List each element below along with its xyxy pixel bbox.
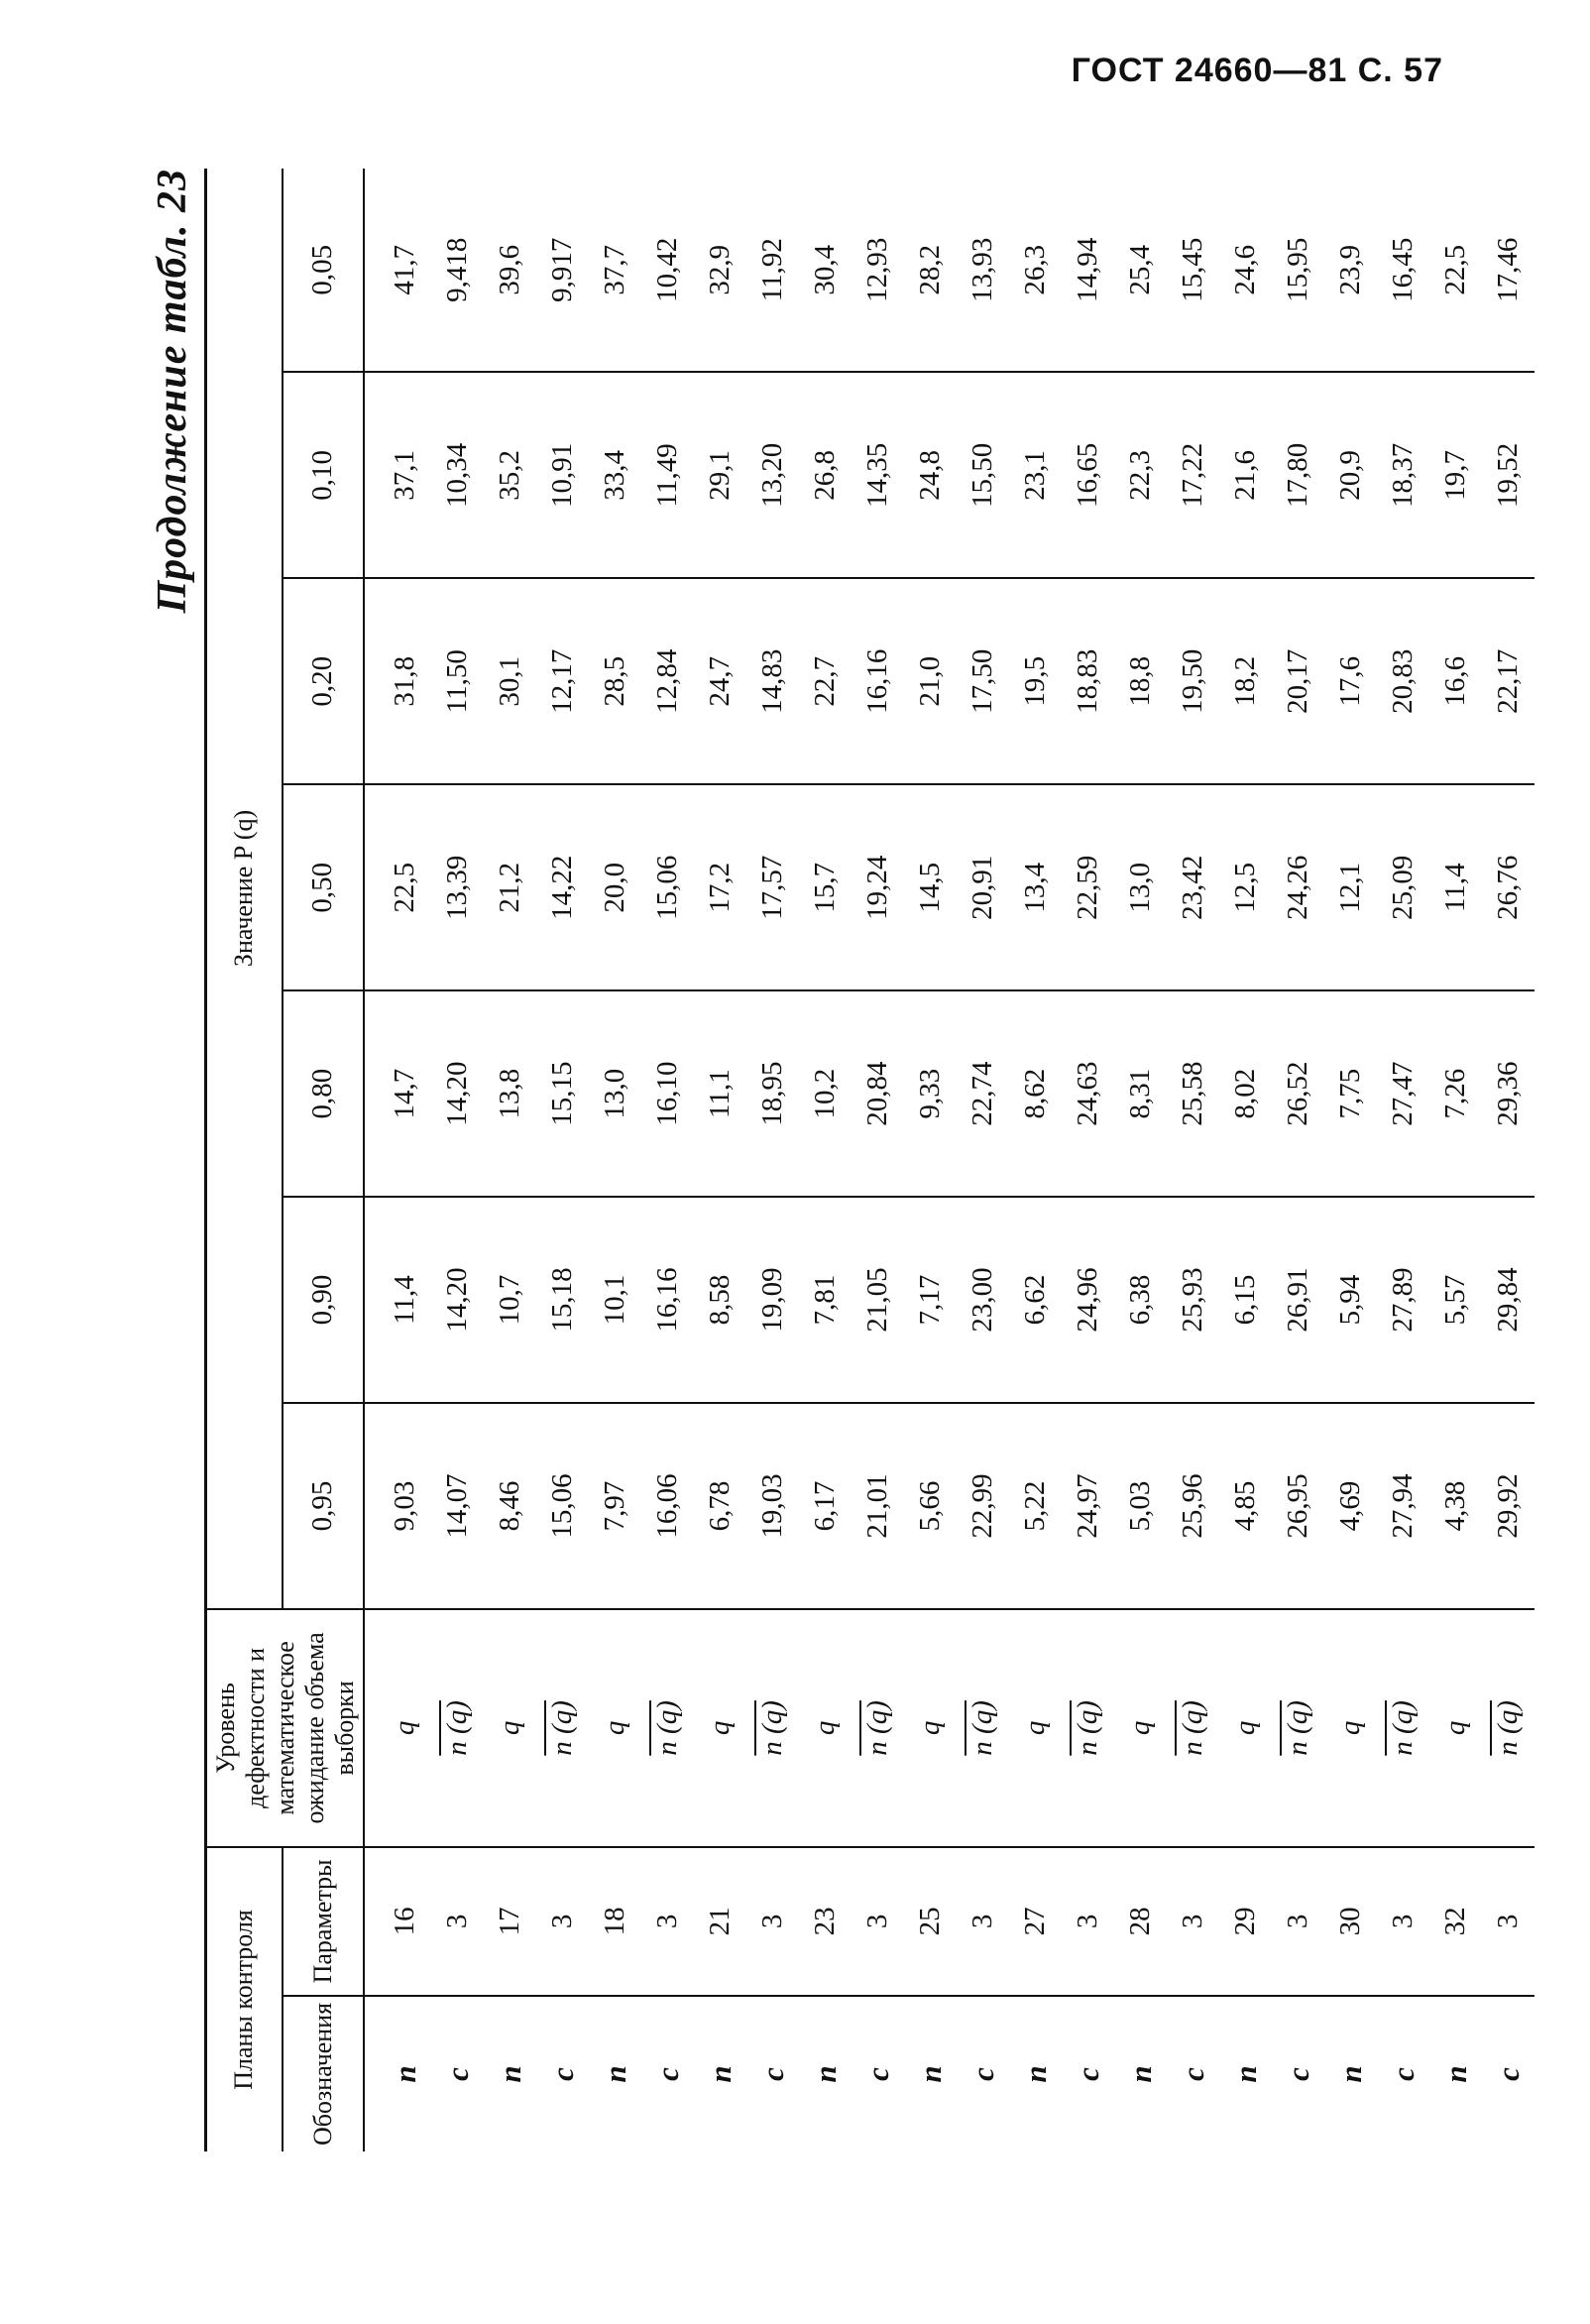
value-cell: 13,4 bbox=[1009, 784, 1062, 990]
value-cell: 33,4 bbox=[589, 372, 641, 578]
value-cell: 23,9 bbox=[1324, 169, 1377, 372]
value-cell: 14,07 bbox=[431, 1403, 484, 1609]
value-cell: 12,93 bbox=[852, 169, 904, 372]
value-cell: 25,09 bbox=[1377, 784, 1429, 990]
designation-cell: c bbox=[1385, 2067, 1420, 2081]
value-cell: 22,99 bbox=[957, 1403, 1009, 1609]
level-cell: q bbox=[1324, 1609, 1377, 1847]
value-cell: 26,95 bbox=[1272, 1403, 1324, 1609]
designation-cell: c bbox=[1280, 2067, 1315, 2081]
value-cell: 13,0 bbox=[1114, 784, 1167, 990]
value-cell: 19,50 bbox=[1167, 578, 1219, 784]
level-cell: n (q) bbox=[1482, 1609, 1534, 1847]
table-row bbox=[1062, 169, 1114, 2151]
parameter-cell: 3 bbox=[1482, 1847, 1534, 1996]
parameter-cell: 3 bbox=[1272, 1847, 1324, 1996]
level-cell: n (q) bbox=[1167, 1609, 1219, 1847]
value-cell: 16,16 bbox=[641, 1197, 694, 1403]
value-cell: 26,3 bbox=[1009, 169, 1062, 372]
value-cell: 24,96 bbox=[1062, 1197, 1114, 1403]
table-row bbox=[641, 169, 694, 2151]
value-cell: 8,02 bbox=[1219, 990, 1272, 1197]
value-cell: 20,83 bbox=[1377, 578, 1429, 784]
value-cell: 22,17 bbox=[1482, 578, 1534, 784]
designation-cell: n bbox=[1227, 2065, 1263, 2083]
value-cell: 14,20 bbox=[431, 990, 484, 1197]
value-cell: 41,7 bbox=[364, 169, 431, 372]
value-cell: 25,93 bbox=[1167, 1197, 1219, 1403]
value-cell: 16,06 bbox=[641, 1403, 694, 1609]
table-row bbox=[694, 169, 746, 2151]
value-cell: 7,81 bbox=[799, 1197, 852, 1403]
value-cell: 17,2 bbox=[694, 784, 746, 990]
value-cell: 11,50 bbox=[431, 578, 484, 784]
header-p-080: 0,80 bbox=[283, 990, 365, 1197]
parameter-cell: 3 bbox=[431, 1847, 484, 1996]
parameter-cell: 3 bbox=[1167, 1847, 1219, 1996]
value-cell: 6,17 bbox=[799, 1403, 852, 1609]
designation-cell: n bbox=[1122, 2065, 1158, 2083]
value-cell: 15,7 bbox=[799, 784, 852, 990]
value-cell: 24,7 bbox=[694, 578, 746, 784]
value-cell: 37,1 bbox=[364, 372, 431, 578]
value-cell: 25,96 bbox=[1167, 1403, 1219, 1609]
value-cell: 15,18 bbox=[536, 1197, 589, 1403]
value-cell: 15,50 bbox=[957, 372, 1009, 578]
value-cell: 26,76 bbox=[1482, 784, 1534, 990]
level-cell: q bbox=[364, 1609, 431, 1847]
value-cell: 9,917 bbox=[536, 169, 589, 372]
value-cell: 23,00 bbox=[957, 1197, 1009, 1403]
designation-cell: n bbox=[807, 2065, 843, 2083]
value-cell: 14,22 bbox=[536, 784, 589, 990]
designation-cell: c bbox=[754, 2067, 790, 2081]
header-value: Значение P (q) bbox=[206, 169, 283, 1609]
value-cell: 17,57 bbox=[746, 784, 799, 990]
value-cell: 8,58 bbox=[694, 1197, 746, 1403]
table-row bbox=[364, 169, 431, 2151]
level-cell: n (q) bbox=[1062, 1609, 1114, 1847]
value-cell: 16,10 bbox=[641, 990, 694, 1197]
header-p-095: 0,95 bbox=[283, 1403, 365, 1609]
value-cell: 15,45 bbox=[1167, 169, 1219, 372]
level-cell: q bbox=[1429, 1609, 1482, 1847]
value-cell: 22,74 bbox=[957, 990, 1009, 1197]
value-cell: 22,59 bbox=[1062, 784, 1114, 990]
value-cell: 19,52 bbox=[1482, 372, 1534, 578]
header-designations: Обозначения bbox=[283, 1996, 365, 2151]
value-cell: 29,92 bbox=[1482, 1403, 1534, 1609]
parameter-cell: 18 bbox=[589, 1847, 641, 1996]
data-table bbox=[204, 169, 1534, 2151]
table-row bbox=[431, 169, 484, 2151]
value-cell: 12,84 bbox=[641, 578, 694, 784]
value-cell: 17,6 bbox=[1324, 578, 1377, 784]
level-cell: q bbox=[1219, 1609, 1272, 1847]
value-cell: 17,46 bbox=[1482, 169, 1534, 372]
level-cell: q bbox=[904, 1609, 957, 1847]
value-cell: 5,03 bbox=[1114, 1403, 1167, 1609]
level-cell: q bbox=[589, 1609, 641, 1847]
value-cell: 23,42 bbox=[1167, 784, 1219, 990]
table-row bbox=[1377, 169, 1429, 2151]
level-cell: n (q) bbox=[1377, 1609, 1429, 1847]
header-p-010: 0,10 bbox=[283, 372, 365, 578]
designation-cell: n bbox=[387, 2065, 422, 2083]
value-cell: 18,83 bbox=[1062, 578, 1114, 784]
parameter-cell: 3 bbox=[1377, 1847, 1429, 1996]
designation-cell: n bbox=[1332, 2065, 1368, 2083]
value-cell: 19,7 bbox=[1429, 372, 1482, 578]
value-cell: 11,1 bbox=[694, 990, 746, 1197]
value-cell: 13,20 bbox=[746, 372, 799, 578]
header-parameters: Параметры bbox=[283, 1847, 365, 1996]
value-cell: 20,84 bbox=[852, 990, 904, 1197]
value-cell: 35,2 bbox=[484, 372, 536, 578]
value-cell: 4,69 bbox=[1324, 1403, 1377, 1609]
designation-cell: c bbox=[1490, 2067, 1526, 2081]
value-cell: 17,22 bbox=[1167, 372, 1219, 578]
value-cell: 26,91 bbox=[1272, 1197, 1324, 1403]
value-cell: 24,8 bbox=[904, 372, 957, 578]
value-cell: 11,4 bbox=[1429, 784, 1482, 990]
value-cell: 15,06 bbox=[641, 784, 694, 990]
rotated-table-block bbox=[149, 169, 1526, 2151]
level-cell: n (q) bbox=[641, 1609, 694, 1847]
header-plans: Планы контроля bbox=[206, 1847, 283, 2151]
table-row bbox=[1114, 169, 1167, 2151]
parameter-cell: 3 bbox=[852, 1847, 904, 1996]
value-cell: 25,58 bbox=[1167, 990, 1219, 1197]
value-cell: 18,95 bbox=[746, 990, 799, 1197]
value-cell: 25,4 bbox=[1114, 169, 1167, 372]
value-cell: 27,47 bbox=[1377, 990, 1429, 1197]
value-cell: 14,94 bbox=[1062, 169, 1114, 372]
value-cell: 20,17 bbox=[1272, 578, 1324, 784]
value-cell: 9,33 bbox=[904, 990, 957, 1197]
parameter-cell: 21 bbox=[694, 1847, 746, 1996]
designation-cell: c bbox=[649, 2067, 685, 2081]
value-cell: 26,52 bbox=[1272, 990, 1324, 1197]
value-cell: 9,418 bbox=[431, 169, 484, 372]
value-cell: 8,62 bbox=[1009, 990, 1062, 1197]
level-cell: q bbox=[694, 1609, 746, 1847]
value-cell: 24,97 bbox=[1062, 1403, 1114, 1609]
value-cell: 5,22 bbox=[1009, 1403, 1062, 1609]
value-cell: 29,36 bbox=[1482, 990, 1534, 1197]
parameter-cell: 25 bbox=[904, 1847, 957, 1996]
value-cell: 18,8 bbox=[1114, 578, 1167, 784]
table-row bbox=[1482, 169, 1534, 2151]
value-cell: 11,49 bbox=[641, 372, 694, 578]
value-cell: 21,01 bbox=[852, 1403, 904, 1609]
value-cell: 18,37 bbox=[1377, 372, 1429, 578]
level-cell: n (q) bbox=[1272, 1609, 1324, 1847]
value-cell: 11,4 bbox=[364, 1197, 431, 1403]
designation-cell: c bbox=[1070, 2067, 1105, 2081]
value-cell: 14,20 bbox=[431, 1197, 484, 1403]
value-cell: 17,80 bbox=[1272, 372, 1324, 578]
value-cell: 27,94 bbox=[1377, 1403, 1429, 1609]
designation-cell: n bbox=[597, 2065, 632, 2083]
value-cell: 9,03 bbox=[364, 1403, 431, 1609]
designation-cell: c bbox=[439, 2067, 475, 2081]
value-cell: 19,09 bbox=[746, 1197, 799, 1403]
value-cell: 30,1 bbox=[484, 578, 536, 784]
table-row bbox=[957, 169, 1009, 2151]
value-cell: 10,2 bbox=[799, 990, 852, 1197]
value-cell: 5,94 bbox=[1324, 1197, 1377, 1403]
value-cell: 20,0 bbox=[589, 784, 641, 990]
header-p-020: 0,20 bbox=[283, 578, 365, 784]
value-cell: 37,7 bbox=[589, 169, 641, 372]
value-cell: 11,92 bbox=[746, 169, 799, 372]
parameter-cell: 3 bbox=[746, 1847, 799, 1996]
designation-cell: n bbox=[702, 2065, 738, 2083]
value-cell: 39,6 bbox=[484, 169, 536, 372]
value-cell: 14,83 bbox=[746, 578, 799, 784]
value-cell: 13,0 bbox=[589, 990, 641, 1197]
value-cell: 24,26 bbox=[1272, 784, 1324, 990]
value-cell: 19,24 bbox=[852, 784, 904, 990]
table-row bbox=[1429, 169, 1482, 2151]
parameter-cell: 28 bbox=[1114, 1847, 1167, 1996]
value-cell: 7,97 bbox=[589, 1403, 641, 1609]
level-cell: n (q) bbox=[957, 1609, 1009, 1847]
table-row bbox=[484, 169, 536, 2151]
value-cell: 21,05 bbox=[852, 1197, 904, 1403]
page-header: ГОСТ 24660—81 С. 57 bbox=[1071, 52, 1443, 89]
value-cell: 10,91 bbox=[536, 372, 589, 578]
value-cell: 27,89 bbox=[1377, 1197, 1429, 1403]
level-cell: n (q) bbox=[431, 1609, 484, 1847]
value-cell: 13,93 bbox=[957, 169, 1009, 372]
level-cell: q bbox=[799, 1609, 852, 1847]
value-cell: 14,35 bbox=[852, 372, 904, 578]
value-cell: 12,17 bbox=[536, 578, 589, 784]
table-row bbox=[1167, 169, 1219, 2151]
table-row bbox=[536, 169, 589, 2151]
value-cell: 7,75 bbox=[1324, 990, 1377, 1197]
value-cell: 16,6 bbox=[1429, 578, 1482, 784]
value-cell: 6,62 bbox=[1009, 1197, 1062, 1403]
level-cell: n (q) bbox=[746, 1609, 799, 1847]
value-cell: 18,2 bbox=[1219, 578, 1272, 784]
table-row bbox=[1009, 169, 1062, 2151]
table-row bbox=[799, 169, 852, 2151]
header-p-090: 0,90 bbox=[283, 1197, 365, 1403]
designation-cell: n bbox=[492, 2065, 527, 2083]
value-cell: 29,84 bbox=[1482, 1197, 1534, 1403]
value-cell: 28,2 bbox=[904, 169, 957, 372]
value-cell: 31,8 bbox=[364, 578, 431, 784]
value-cell: 6,38 bbox=[1114, 1197, 1167, 1403]
parameter-cell: 32 bbox=[1429, 1847, 1482, 1996]
header-p-005: 0,05 bbox=[283, 169, 365, 372]
value-cell: 8,46 bbox=[484, 1403, 536, 1609]
designation-cell: n bbox=[912, 2065, 948, 2083]
value-cell: 4,85 bbox=[1219, 1403, 1272, 1609]
parameter-cell: 16 bbox=[364, 1847, 431, 1996]
value-cell: 21,2 bbox=[484, 784, 536, 990]
value-cell: 19,03 bbox=[746, 1403, 799, 1609]
value-cell: 30,4 bbox=[799, 169, 852, 372]
value-cell: 19,5 bbox=[1009, 578, 1062, 784]
value-cell: 23,1 bbox=[1009, 372, 1062, 578]
designation-cell: n bbox=[1437, 2065, 1473, 2083]
value-cell: 21,0 bbox=[904, 578, 957, 784]
level-cell: q bbox=[1114, 1609, 1167, 1847]
value-cell: 10,7 bbox=[484, 1197, 536, 1403]
value-cell: 21,6 bbox=[1219, 372, 1272, 578]
value-cell: 12,5 bbox=[1219, 784, 1272, 990]
value-cell: 10,1 bbox=[589, 1197, 641, 1403]
parameter-cell: 3 bbox=[536, 1847, 589, 1996]
value-cell: 6,78 bbox=[694, 1403, 746, 1609]
value-cell: 14,5 bbox=[904, 784, 957, 990]
table-row bbox=[904, 169, 957, 2151]
value-cell: 14,7 bbox=[364, 990, 431, 1197]
value-cell: 29,1 bbox=[694, 372, 746, 578]
value-cell: 6,15 bbox=[1219, 1197, 1272, 1403]
designation-cell: c bbox=[544, 2067, 580, 2081]
value-cell: 20,91 bbox=[957, 784, 1009, 990]
table-body bbox=[364, 169, 1534, 2151]
header-p-050: 0,50 bbox=[283, 784, 365, 990]
parameter-cell: 17 bbox=[484, 1847, 536, 1996]
value-cell: 5,66 bbox=[904, 1403, 957, 1609]
value-cell: 15,95 bbox=[1272, 169, 1324, 372]
level-cell: q bbox=[1009, 1609, 1062, 1847]
value-cell: 8,31 bbox=[1114, 990, 1167, 1197]
designation-cell: c bbox=[965, 2067, 1000, 2081]
value-cell: 16,45 bbox=[1377, 169, 1429, 372]
value-cell: 32,9 bbox=[694, 169, 746, 372]
value-cell: 24,63 bbox=[1062, 990, 1114, 1197]
value-cell: 15,15 bbox=[536, 990, 589, 1197]
value-cell: 22,5 bbox=[364, 784, 431, 990]
value-cell: 5,57 bbox=[1429, 1197, 1482, 1403]
level-cell: q bbox=[484, 1609, 536, 1847]
table-row bbox=[1324, 169, 1377, 2151]
value-cell: 17,50 bbox=[957, 578, 1009, 784]
value-cell: 7,26 bbox=[1429, 990, 1482, 1197]
parameter-cell: 23 bbox=[799, 1847, 852, 1996]
value-cell: 7,17 bbox=[904, 1197, 957, 1403]
designation-cell: n bbox=[1017, 2065, 1053, 2083]
table-row bbox=[746, 169, 799, 2151]
parameter-cell: 29 bbox=[1219, 1847, 1272, 1996]
value-cell: 24,6 bbox=[1219, 169, 1272, 372]
parameter-cell: 30 bbox=[1324, 1847, 1377, 1996]
value-cell: 16,16 bbox=[852, 578, 904, 784]
value-cell: 13,8 bbox=[484, 990, 536, 1197]
parameter-cell: 27 bbox=[1009, 1847, 1062, 1996]
parameter-cell: 3 bbox=[1062, 1847, 1114, 1996]
value-cell: 13,39 bbox=[431, 784, 484, 990]
parameter-cell: 3 bbox=[641, 1847, 694, 1996]
value-cell: 10,42 bbox=[641, 169, 694, 372]
header-level: Уровень дефектности и математическое ожидание объема выборки bbox=[206, 1609, 365, 1847]
value-cell: 22,3 bbox=[1114, 372, 1167, 578]
value-cell: 12,1 bbox=[1324, 784, 1377, 990]
value-cell: 22,7 bbox=[799, 578, 852, 784]
level-cell: n (q) bbox=[852, 1609, 904, 1847]
designation-cell: c bbox=[859, 2067, 895, 2081]
table-row bbox=[1219, 169, 1272, 2151]
table-caption: Продолжение табл. 23 bbox=[150, 169, 195, 614]
table-row bbox=[852, 169, 904, 2151]
value-cell: 15,06 bbox=[536, 1403, 589, 1609]
value-cell: 4,38 bbox=[1429, 1403, 1482, 1609]
table-row bbox=[1272, 169, 1324, 2151]
level-cell: n (q) bbox=[536, 1609, 589, 1847]
value-cell: 22,5 bbox=[1429, 169, 1482, 372]
parameter-cell: 3 bbox=[957, 1847, 1009, 1996]
designation-cell: c bbox=[1175, 2067, 1210, 2081]
value-cell: 26,8 bbox=[799, 372, 852, 578]
value-cell: 16,65 bbox=[1062, 372, 1114, 578]
table-row bbox=[589, 169, 641, 2151]
value-cell: 10,34 bbox=[431, 372, 484, 578]
value-cell: 20,9 bbox=[1324, 372, 1377, 578]
value-cell: 28,5 bbox=[589, 578, 641, 784]
